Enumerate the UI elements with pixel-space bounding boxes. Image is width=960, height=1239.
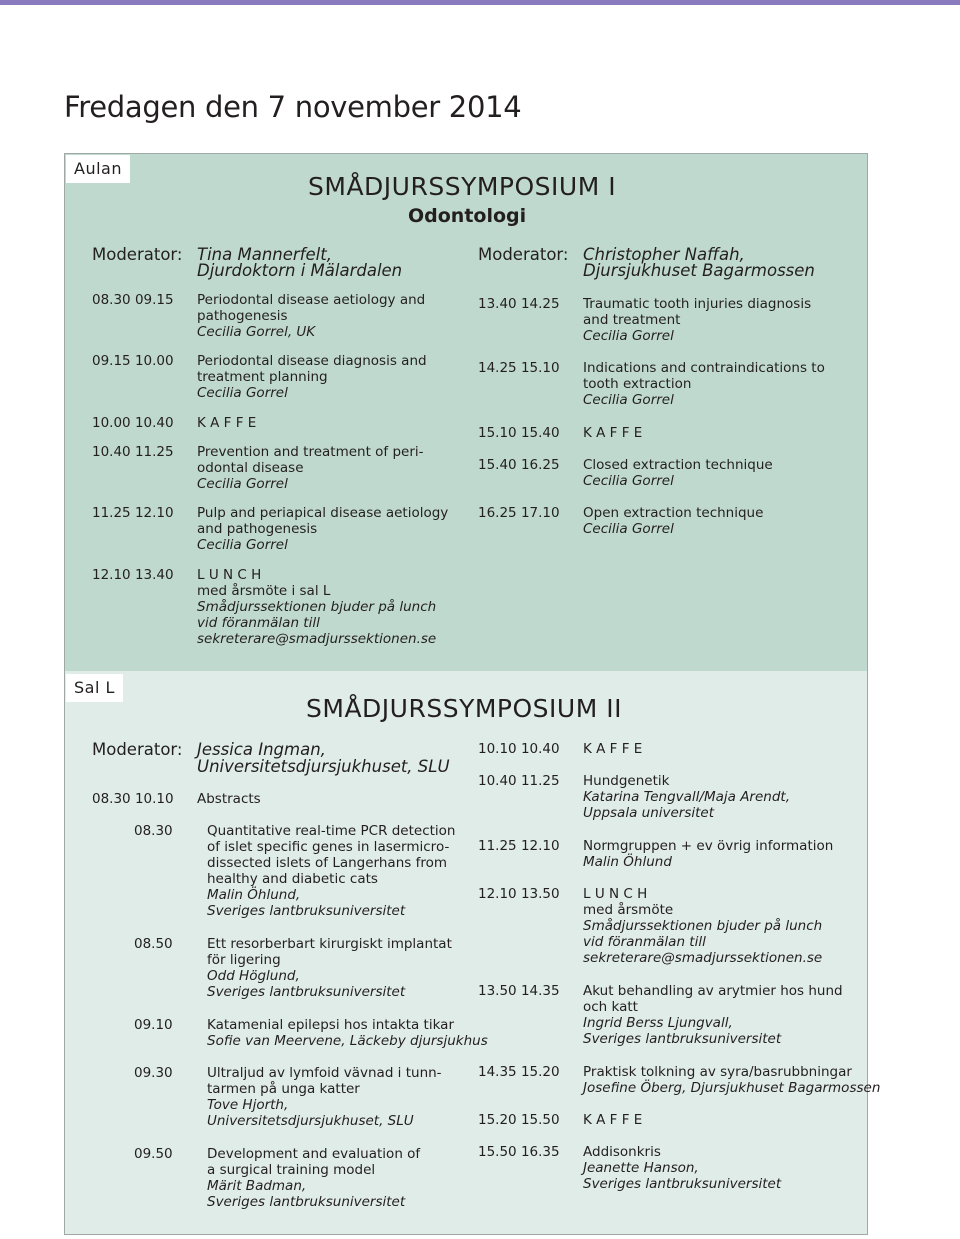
session-title: Closed extraction technique <box>583 457 773 473</box>
abstract-title: a surgical training model <box>207 1162 376 1178</box>
session-time: 15.50 16.35 <box>478 1144 560 1160</box>
session-title: pathogenesis <box>197 308 288 324</box>
session-time: 10.40 11.25 <box>478 773 560 789</box>
session-speaker: Cecilia Gorrel <box>197 537 288 553</box>
session-title: Indications and contraindications to <box>583 360 825 376</box>
session-title: Periodontal disease aetiology and <box>197 292 426 308</box>
abstract-title: of islet specific genes in lasermicro- <box>207 839 450 855</box>
session-time: 14.35 15.20 <box>478 1064 560 1080</box>
abstract-time: 08.50 <box>134 936 173 952</box>
session-time: 11.25 12.10 <box>478 838 560 854</box>
session-time: 13.50 14.35 <box>478 983 560 999</box>
session-speaker: Ingrid Berss Ljungvall, <box>583 1015 733 1031</box>
lunch-label: L U N C H <box>583 886 648 902</box>
session-title: and pathogenesis <box>197 521 318 537</box>
top-accent-bar <box>0 0 960 5</box>
session-title: Periodontal disease diagnosis and <box>197 353 427 369</box>
session-time: 15.10 15.40 <box>478 425 560 441</box>
abstract-speaker-affiliation: Sveriges lantbruksuniversitet <box>207 903 406 919</box>
session-speaker-affiliation: Sveriges lantbruksuniversitet <box>583 1176 782 1192</box>
lunch-annual-meeting: med årsmöte i sal L <box>197 583 331 599</box>
room-label-aulan: Aulan <box>66 155 130 183</box>
abstract-title: dissected islets of Langerhans from <box>207 855 448 871</box>
session-title: and treatment <box>583 312 681 328</box>
abstract-title: healthy and diabetic cats <box>207 871 378 887</box>
moderator-label: Moderator: <box>92 245 183 264</box>
abstract-title: tarmen på unga katter <box>207 1081 360 1097</box>
session-title: Hundgenetik <box>583 773 670 789</box>
session-title: Traumatic tooth injuries diagnosis <box>583 296 812 312</box>
moderator-label: Moderator: <box>478 245 569 264</box>
session-time: 09.15 10.00 <box>92 353 174 369</box>
session-time: 15.40 16.25 <box>478 457 560 473</box>
session-speaker: Katarina Tengvall/Maja Arendt, <box>583 789 790 805</box>
session-speaker: Cecilia Gorrel <box>583 392 674 408</box>
abstract-time: 09.30 <box>134 1065 173 1081</box>
abstract-time: 08.30 <box>134 823 173 839</box>
session-time: 10.00 10.40 <box>92 415 174 431</box>
abstract-speaker: Sofie van Meervene, Läckeby djursjukhus <box>207 1033 488 1049</box>
abstract-time: 09.10 <box>134 1017 173 1033</box>
moderator-affiliation: Universitetsdjursjukhuset, SLU <box>197 757 450 776</box>
abstract-speaker-affiliation: Sveriges lantbruksuniversitet <box>207 984 406 1000</box>
session-title: odontal disease <box>197 460 304 476</box>
session-title: Prevention and treatment of peri- <box>197 444 424 460</box>
room-label-sal-l: Sal L <box>66 674 123 702</box>
session-speaker: Cecilia Gorrel <box>583 328 674 344</box>
session-speaker: Cecilia Gorrel <box>583 473 674 489</box>
session-time: 12.10 13.40 <box>92 567 174 583</box>
abstract-title: för ligering <box>207 952 281 968</box>
session-title: och katt <box>583 999 638 1015</box>
symposium-1-title: SMÅDJURSSYMPOSIUM I <box>308 172 617 201</box>
session-time: 15.20 15.50 <box>478 1112 560 1128</box>
session-time: 08.30 09.15 <box>92 292 174 308</box>
session-speaker: Cecilia Gorrel <box>197 476 288 492</box>
abstract-speaker: Tove Hjorth, <box>207 1097 289 1113</box>
session-title: Praktisk tolkning av syra/basrubbningar <box>583 1064 852 1080</box>
session-time: 11.25 12.10 <box>92 505 174 521</box>
page-title: Fredagen den 7 november 2014 <box>64 90 522 124</box>
abstract-title: Development and evaluation of <box>207 1146 421 1162</box>
lunch-annual-meeting: med årsmöte <box>583 902 674 918</box>
coffee-break: K A F F E <box>583 1112 643 1128</box>
abstracts-time: 08.30 10.10 <box>92 791 174 807</box>
session-title: Open extraction technique <box>583 505 764 521</box>
abstract-speaker-affiliation: Universitetsdjursjukhuset, SLU <box>207 1113 414 1129</box>
moderator-name: Tina Mannerfelt, <box>197 245 332 264</box>
session-speaker: Malin Öhlund <box>583 854 672 870</box>
symposium-1-subtitle: Odontologi <box>408 205 527 227</box>
lunch-note: Smådjurssektionen bjuder på lunch <box>583 918 823 934</box>
session-speaker: Jeanette Hanson, <box>583 1160 699 1176</box>
abstracts-label: Abstracts <box>197 791 261 807</box>
coffee-break: K A F F E <box>583 741 643 757</box>
moderator-affiliation: Djursjukhuset Bagarmossen <box>583 261 815 280</box>
lunch-label: L U N C H <box>197 567 262 583</box>
abstract-title: Ett resorberbart kirurgiskt implantat <box>207 936 452 952</box>
abstract-time: 09.50 <box>134 1146 173 1162</box>
session-time: 12.10 13.50 <box>478 886 560 902</box>
session-time: 10.10 10.40 <box>478 741 560 757</box>
session-speaker: Cecilia Gorrel, UK <box>197 324 316 340</box>
moderator-label: Moderator: <box>92 740 183 759</box>
abstract-title: Ultraljud av lymfoid vävnad i tunn- <box>207 1065 442 1081</box>
coffee-break: K A F F E <box>583 425 643 441</box>
lunch-note: vid föranmälan till <box>583 934 706 950</box>
session-title: Addisonkris <box>583 1144 661 1160</box>
coffee-break: K A F F E <box>197 415 257 431</box>
symposium-2-title: SMÅDJURSSYMPOSIUM II <box>306 694 622 723</box>
session-time: 13.40 14.25 <box>478 296 560 312</box>
abstract-speaker-affiliation: Sveriges lantbruksuniversitet <box>207 1194 406 1210</box>
session-time: 16.25 17.10 <box>478 505 560 521</box>
session-time: 10.40 11.25 <box>92 444 174 460</box>
lunch-note: vid föranmälan till <box>197 615 320 631</box>
abstract-speaker: Odd Höglund, <box>207 968 300 984</box>
abstract-speaker: Malin Öhlund, <box>207 887 301 903</box>
session-speaker-affiliation: Sveriges lantbruksuniversitet <box>583 1031 782 1047</box>
email-link[interactable]: sekreterare@smadjurssektionen.se <box>197 631 437 647</box>
session-time: 14.25 15.10 <box>478 360 560 376</box>
lunch-note: Smådjurssektionen bjuder på lunch <box>197 599 437 615</box>
session-speaker: Josefine Öberg, Djursjukhuset Bagarmossen <box>583 1080 881 1096</box>
abstract-title: Katamenial epilepsi hos intakta tikar <box>207 1017 454 1033</box>
session-title: treatment planning <box>197 369 328 385</box>
session-title: Pulp and periapical disease aetiology <box>197 505 449 521</box>
moderator-affiliation: Djurdoktorn i Mälardalen <box>197 261 403 280</box>
session-speaker: Cecilia Gorrel <box>583 521 674 537</box>
moderator-name: Christopher Naffah, <box>583 245 745 264</box>
session-title: tooth extraction <box>583 376 692 392</box>
session-title: Normgruppen + ev övrig information <box>583 838 834 854</box>
session-speaker: Cecilia Gorrel <box>197 385 288 401</box>
email-link[interactable]: sekreterare@smadjurssektionen.se <box>583 950 823 966</box>
moderator-name: Jessica Ingman, <box>197 740 326 759</box>
symposium-1-panel <box>64 153 868 671</box>
session-title: Akut behandling av arytmier hos hund <box>583 983 843 999</box>
session-speaker-affiliation: Uppsala universitet <box>583 805 715 821</box>
abstract-title: Quantitative real-time PCR detection <box>207 823 456 839</box>
abstract-speaker: Märit Badman, <box>207 1178 307 1194</box>
